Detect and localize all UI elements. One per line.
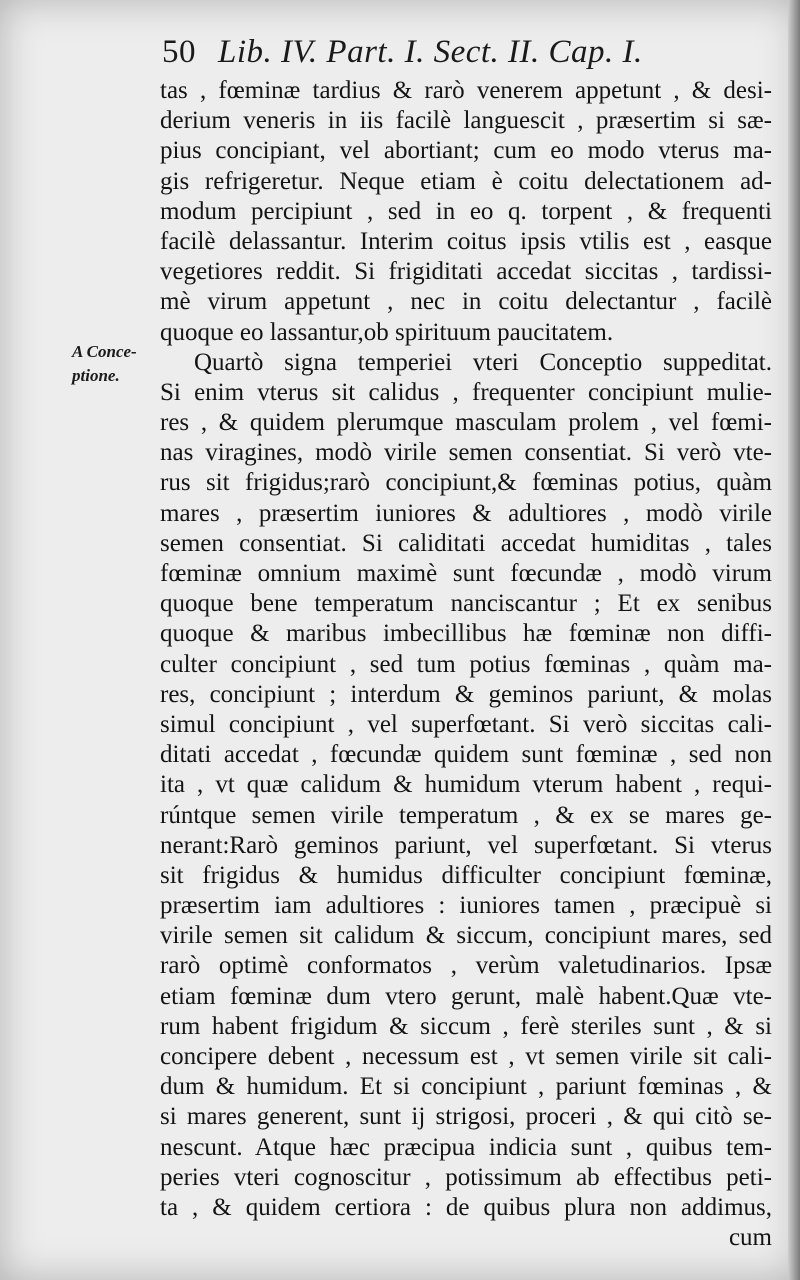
text-line: quoque eo lassantur,ob spirituum paucitatem. [160,318,614,346]
text-line: ita , vt quæ calidum & humidum vterum habent , requi- [160,771,772,799]
text-line: fœminæ omnium maximè sunt fœcundæ , modò virum [160,560,772,587]
text-line: quoque & maribus imbecillibus hæ fœminæ non diffi- [160,620,772,648]
text-line: concipere debent , necessum est , vt semen virile sit cali- [160,1043,772,1070]
margin-note [72,340,137,388]
text-line: gis refrigeretur. Neque etiam è coitu delectationem ad- [160,167,772,195]
text-line: culter concipiunt , sed tum potius fœminas , quàm ma- [160,650,772,678]
text-line: si mares generent, sunt ij strigosi, proceri , & qui citò se- [160,1103,772,1131]
text-line: præsertim iam adultiores : iuniores tamen , præcipuè si [160,892,772,920]
text-line: quoque bene temperatum nanciscantur ; Et ex senibus [160,590,772,618]
text-line: mè virum appetunt , nec in coitu delectantur , facilè [160,288,772,316]
text-line: etiam fœminæ dum vtero gerunt, malè habent.Quæ vte- [160,982,772,1010]
text-line: rúntque semen virile temperatum , & ex se mares ge- [160,801,772,829]
text-line: res , & quidem plerumque masculam prolem , vel fœmi- [160,409,772,437]
text-line: nerant:Rarò geminos pariunt, vel superfœtant. Si vterus [160,831,772,859]
text-line: dum & humidum. Et si concipiunt , pariunt fœminas , & [160,1073,772,1101]
text-line: sit frigidus & humidus difficulter concipiunt fœminæ, [160,861,772,889]
text-line: Si enim vterus sit calidus , frequenter concipiunt mulie- [160,378,772,406]
running-head-title: Lib. IV. Part. I. Sect. II. Cap. I. [218,34,643,70]
text-line: facilè delassantur. Interim coitus ipsis vtilis est , easque [160,227,772,255]
text-line: simul concipiunt , vel superfœtant. Si verò siccitas cali- [160,710,772,738]
text-line: vegetiores reddit. Si frigiditati accedat siccitas , tardissi- [160,258,772,286]
page-number: 50 [162,34,196,70]
page-spine-shadow [788,0,800,1280]
text-line: rum habent frigidum & siccum , ferè steriles sunt , & si [160,1012,772,1040]
margin-note-line: ptione. [72,366,120,385]
running-header [162,34,643,71]
text-line: nas viragines, modò virile semen consentiat. Si verò vte- [160,439,772,467]
text-line: pius concipiant, vel abortiant; cum eo modo vterus ma- [160,137,772,165]
text-line: mares , præsertim iuniores & adultiores , modò virile [160,499,772,527]
text-line: modum percipiunt , sed in eo q. torpent , & frequenti [160,197,772,225]
text-line: nescunt. Atque hæc præcipua indicia sunt , quibus tem- [160,1133,772,1161]
text-line: derium veneris in iis facilè languescit , præsertim si sæ- [160,107,772,135]
catchword: cum [728,1224,772,1252]
text-line: ta , & quidem certiora : de quibus plura non addimus, [160,1193,772,1221]
text-line: ditati accedat , fœcundæ quidem sunt fœminæ , sed non [160,741,772,769]
text-line: Quartò signa temperiei vteri Conceptio suppeditat. [194,348,772,376]
text-line: rus sit frigidus;rarò concipiunt,& fœminas potius, quàm [160,469,772,497]
text-line: virile semen sit calidum & siccum, concipiunt mares, sed [160,922,772,950]
text-line: semen consentiat. Si caliditati accedat humiditas , tales [160,529,772,557]
text-line: tas , fœminæ tardius & rarò venerem appetunt , & desi- [160,77,772,104]
text-line: res, concipiunt ; interdum & geminos pariunt, & molas [160,680,772,708]
body-text [160,76,772,1253]
margin-note-line: A Conce- [72,342,137,361]
text-line: rarò optimè conformatos , verùm valetudinarios. Ipsæ [160,952,772,980]
text-line: peries vteri cognoscitur , potissimum ab effectibus peti- [160,1163,772,1191]
